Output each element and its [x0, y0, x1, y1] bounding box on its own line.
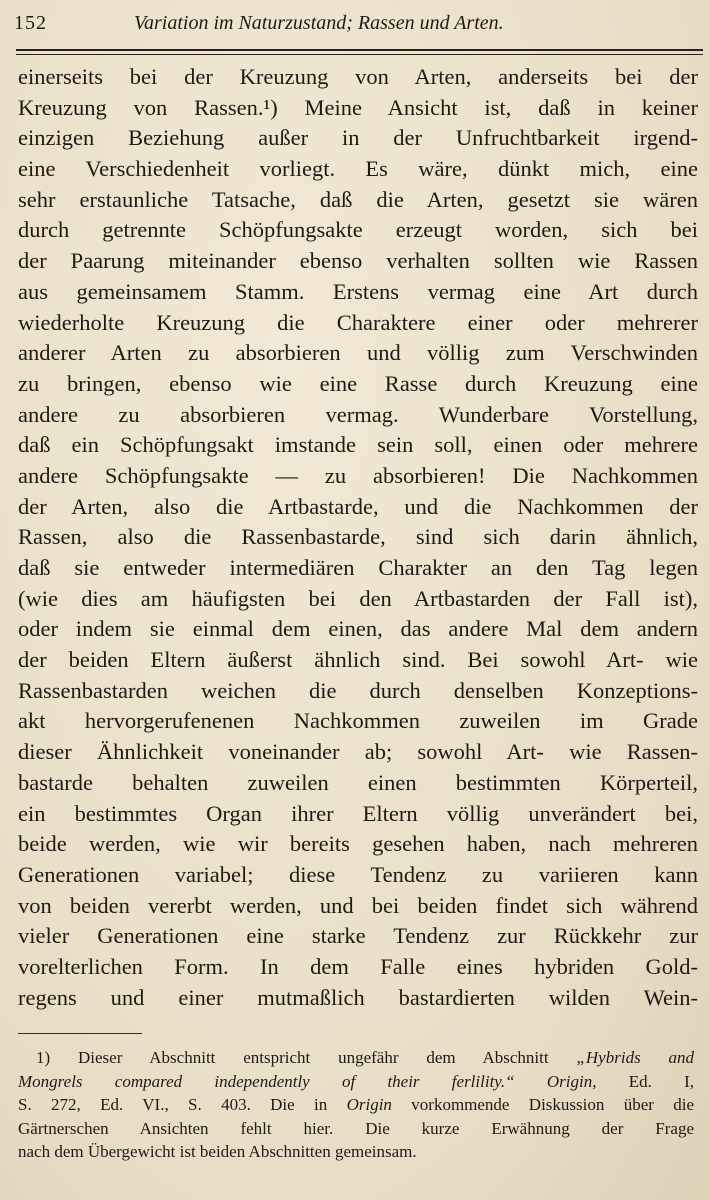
text-line: eine Verschiedenheit vorliegt. Es wäre, dünkt mich, eine — [18, 156, 698, 182]
text-line: bastarde behalten zuweilen einen bestimmten Körperteil, — [18, 769, 698, 795]
text-line: oder indem sie einmal dem einen, das andere Mal dem andern — [18, 616, 698, 642]
text-line: daß sie entweder intermediären Charakter an den Tag legen — [18, 555, 698, 580]
text-line: Rassen, also die Rassenbastarde, sind sich darin ähnlich, — [18, 524, 698, 550]
header-rule-thin — [16, 54, 703, 55]
footnote-line: nach dem Übergewicht ist beiden Abschnitten gemeinsam. — [18, 1142, 417, 1161]
text-line: andere Schöpfungsakte — zu absorbieren! Die Nachkommen — [18, 462, 698, 488]
text-line: durch getrennte Schöpfungsakte erzeugt worden, sich bei — [18, 217, 698, 243]
footnote-text: Dieser Abschnitt entspricht ungefähr dem Abschnitt — [78, 1048, 549, 1067]
running-title: Variation im Naturzustand; Rassen und Arten. — [134, 12, 504, 34]
text-line: vorelterlichen Form. In dem Falle eines hybriden Gold- — [18, 953, 698, 979]
footnote — [18, 1046, 694, 1164]
text-line: vieler Generationen eine starke Tendenz zur Rückkehr zur — [18, 923, 698, 949]
text-line: regens und einer mutmaßlich bastardierten wilden Wein- — [18, 984, 698, 1010]
text-line: der beiden Eltern äußerst ähnlich sind. Bei sowohl Art- wie — [18, 647, 698, 673]
footnote-text: Ed. I, — [628, 1071, 694, 1091]
text-line: Generationen variabel; diese Tendenz zu variieren kann — [18, 861, 698, 887]
footnote-line: Gärtnerschen Ansichten fehlt hier. Die kurze Erwähnung der Frage — [18, 1118, 694, 1138]
text-line: ein bestimmtes Organ ihrer Eltern völlig unverändert bei, — [18, 800, 698, 826]
footnote-line — [18, 1093, 694, 1117]
text-line: Kreuzung von Rassen.¹) Meine Ansicht ist, daß in keiner — [18, 94, 698, 120]
footnote-italic: „Hybrids and — [576, 1048, 695, 1067]
footnote-rule — [18, 1033, 142, 1034]
text-line: sehr erstaunliche Tatsache, daß die Arten, gesetzt sie wären — [18, 186, 698, 212]
text-line: andere zu absorbieren vermag. Wunderbare Vorstellung, — [18, 401, 698, 427]
footnote-italic: Mongrels compared independently of their ferlility.“ — [18, 1071, 515, 1091]
text-line: einerseits bei der Kreuzung von Arten, anderseits bei der — [18, 64, 698, 89]
footnote-line — [18, 1070, 694, 1094]
text-line: der Paarung miteinander ebenso verhalten sollten wie Rassen — [18, 248, 698, 274]
text-line: (wie dies am häufigsten bei den Artbastarden der Fall ist), — [18, 585, 698, 611]
text-line: der Arten, also die Artbastarde, und die Nachkommen der — [18, 493, 698, 519]
footnote-text: vorkommende Diskussion über die — [411, 1095, 695, 1114]
body-text — [18, 62, 698, 1013]
running-head — [14, 12, 695, 42]
text-line: daß ein Schöpfungsakt imstande sein soll, einen oder mehrere — [18, 432, 698, 458]
text-line: dieser Ähnlichkeit voneinander ab; sowohl Art- wie Rassen- — [18, 739, 698, 765]
header-rule-thick — [16, 49, 703, 51]
text-line: akt hervorgerufenenen Nachkommen zuweilen im Grade — [18, 708, 698, 734]
footnote-line — [18, 1046, 694, 1070]
footnote-italic: Origin — [346, 1095, 392, 1114]
text-line: Rassenbastarden weichen die durch denselben Konzeptions- — [18, 677, 698, 703]
text-line: beide werden, wie wir bereits gesehen haben, nach mehreren — [18, 831, 698, 857]
footnote-italic-ref: Origin, — [546, 1071, 597, 1091]
text-line: von beiden vererbt werden, und bei beiden findet sich während — [18, 892, 698, 918]
footnote-text: S. 272, Ed. VI., S. 403. Die in — [18, 1095, 328, 1114]
text-line: anderer Arten zu absorbieren und völlig zum Verschwinden — [18, 340, 698, 366]
text-line: aus gemeinsamem Stamm. Erstens vermag eine Art durch — [18, 278, 698, 304]
text-line: wiederholte Kreuzung die Charaktere einer oder mehrerer — [18, 309, 698, 335]
text-line: zu bringen, ebenso wie eine Rasse durch Kreuzung eine — [18, 370, 698, 396]
footnote-marker: 1) — [36, 1048, 51, 1067]
text-line: einzigen Beziehung außer in der Unfruchtbarkeit irgend- — [18, 125, 698, 151]
page-number: 152 — [14, 12, 47, 34]
